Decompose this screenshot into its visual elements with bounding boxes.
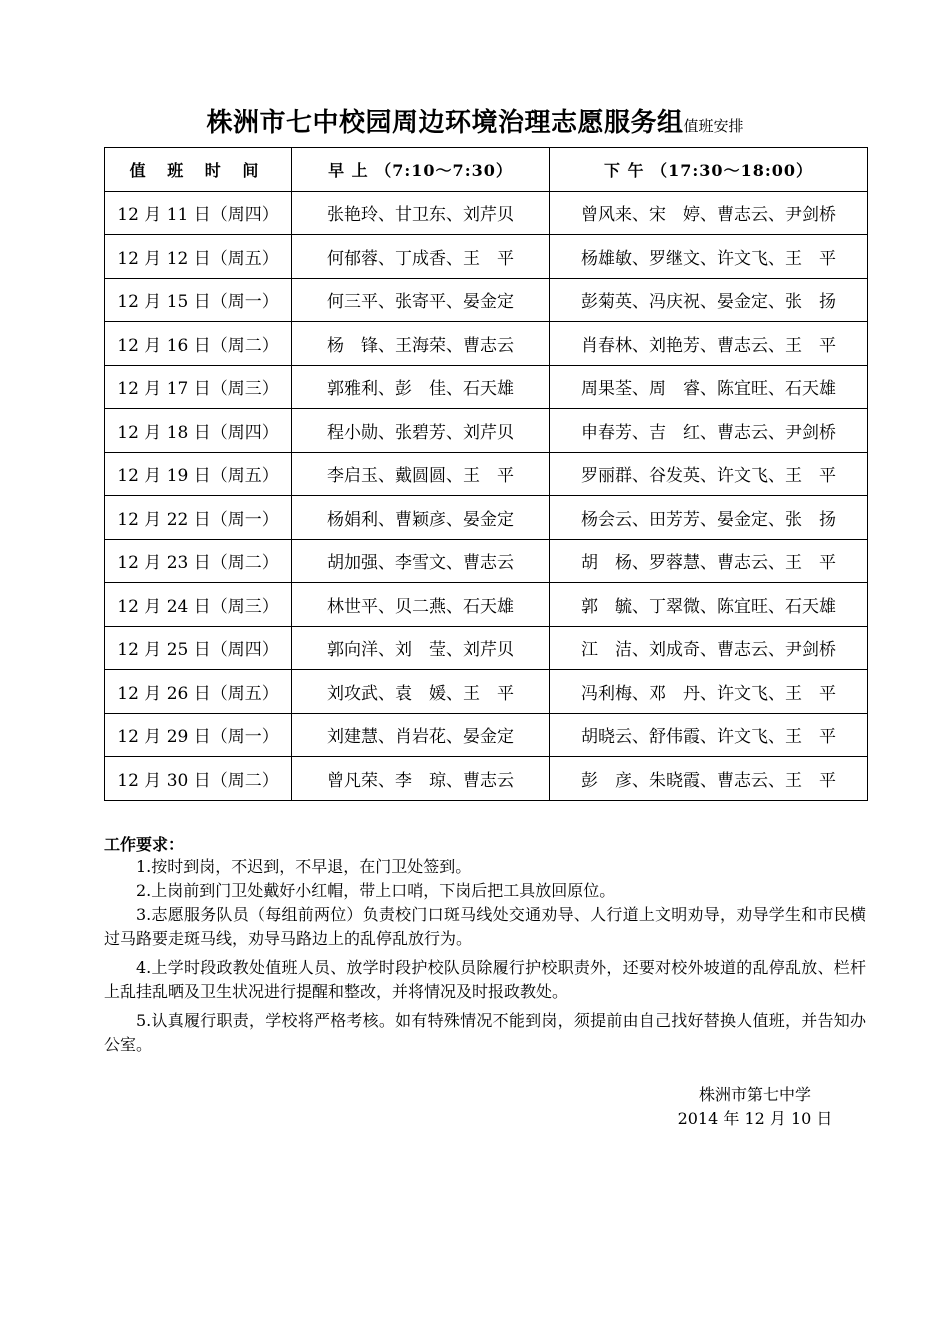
cell-date: 12 月 26 日（周五）: [105, 670, 292, 714]
header-morning: 早 上 （7:10～7:30）: [292, 148, 550, 192]
cell-date: 12 月 29 日（周一）: [105, 713, 292, 757]
cell-afternoon: 曾风来、宋 婷、曹志云、尹剑桥: [550, 191, 868, 235]
cell-date: 12 月 15 日（周一）: [105, 278, 292, 322]
cell-afternoon: 杨雄敏、罗继文、许文飞、王 平: [550, 235, 868, 279]
signature-date: 2014 年 12 月 10 日: [677, 1109, 833, 1128]
cell-morning: 杨娟利、曹颖彦、晏金定: [292, 496, 550, 540]
table-header-row: [105, 148, 868, 192]
table-row: [105, 626, 868, 670]
cell-date: 12 月 12 日（周五）: [105, 235, 292, 279]
cell-morning: 刘建慧、肖岩花、晏金定: [292, 713, 550, 757]
cell-afternoon: 彭菊英、冯庆祝、晏金定、张 扬: [550, 278, 868, 322]
cell-afternoon: 杨会云、田芳芳、晏金定、张 扬: [550, 496, 868, 540]
title-sub: 值班安排: [683, 117, 744, 135]
cell-afternoon: 肖春林、刘艳芳、曹志云、王 平: [550, 322, 868, 366]
table-row: [105, 235, 868, 279]
cell-morning: 林世平、贝二燕、石天雄: [292, 583, 550, 627]
table-row: [105, 452, 868, 496]
cell-date: 12 月 25 日（周四）: [105, 626, 292, 670]
table-row: [105, 670, 868, 714]
cell-morning: 张艳玲、甘卫东、刘芹贝: [292, 191, 550, 235]
cell-afternoon: 江 洁、刘成奇、曹志云、尹剑桥: [550, 626, 868, 670]
table-row: [105, 713, 868, 757]
cell-morning: 何三平、张寄平、晏金定: [292, 278, 550, 322]
cell-afternoon: 罗丽群、谷发英、许文飞、王 平: [550, 452, 868, 496]
page-title: [0, 102, 950, 139]
cell-date: 12 月 30 日（周二）: [105, 757, 292, 801]
cell-morning: 胡加强、李雪文、曹志云: [292, 539, 550, 583]
requirement-item-4: 4.上学时段政教处值班人员、放学时段护校队员除履行护校职责外，还要对校外坡道的乱停乱放、栏杆上乱挂乱晒及卫生状况进行提醒和整改，并将情况及时报政教处。: [104, 958, 866, 1001]
header-afternoon: 下 午 （17:30～18:00）: [550, 148, 868, 192]
header-date: 值 班 时 间: [105, 148, 292, 192]
cell-morning: 郭向洋、刘 莹、刘芹贝: [292, 626, 550, 670]
table-row: [105, 191, 868, 235]
table-row: [105, 757, 868, 801]
cell-morning: 刘攻武、袁 媛、王 平: [292, 670, 550, 714]
requirements-title: 工作要求：: [104, 835, 185, 854]
cell-date: 12 月 17 日（周三）: [105, 365, 292, 409]
table-row: [105, 365, 868, 409]
cell-date: 12 月 16 日（周二）: [105, 322, 292, 366]
cell-afternoon: 冯利梅、邓 丹、许文飞、王 平: [550, 670, 868, 714]
table-row: [105, 583, 868, 627]
signature-org: 株洲市第七中学: [698, 1085, 811, 1104]
cell-afternoon: 申春芳、吉 红、曹志云、尹剑桥: [550, 409, 868, 453]
cell-morning: 李启玉、戴圆圆、王 平: [292, 452, 550, 496]
table-row: [105, 322, 868, 366]
cell-morning: 杨 锋、王海荣、曹志云: [292, 322, 550, 366]
cell-date: 12 月 11 日（周四）: [105, 191, 292, 235]
table-row: [105, 496, 868, 540]
duty-table: [104, 147, 868, 801]
cell-date: 12 月 24 日（周三）: [105, 583, 292, 627]
table-row: [105, 409, 868, 453]
cell-date: 12 月 23 日（周二）: [105, 539, 292, 583]
cell-date: 12 月 18 日（周四）: [105, 409, 292, 453]
cell-afternoon: 胡晓云、舒伟霞、许文飞、王 平: [550, 713, 868, 757]
cell-morning: 何郁蓉、丁成香、王 平: [292, 235, 550, 279]
requirement-item-1: 1.按时到岗，不迟到，不早退，在门卫处签到。: [136, 857, 472, 876]
cell-morning: 曾凡荣、李 琼、曹志云: [292, 757, 550, 801]
cell-afternoon: 周果荃、周 睿、陈宜旺、石天雄: [550, 365, 868, 409]
cell-date: 12 月 22 日（周一）: [105, 496, 292, 540]
requirement-item-5: 5.认真履行职责，学校将严格考核。如有特殊情况不能到岗，须提前由自己找好替换人值班，并告知办公室。: [104, 1011, 866, 1054]
cell-afternoon: 胡 杨、罗蓉慧、曹志云、王 平: [550, 539, 868, 583]
requirement-item-2: 2.上岗前到门卫处戴好小红帽，带上口哨，下岗后把工具放回原位。: [136, 881, 616, 900]
table-row: [105, 539, 868, 583]
cell-afternoon: 郭 毓、丁翠微、陈宜旺、石天雄: [550, 583, 868, 627]
title-main: 株洲市七中校园周边环境治理志愿服务组: [206, 108, 684, 138]
table-row: [105, 278, 868, 322]
cell-morning: 郭雅利、彭 佳、石天雄: [292, 365, 550, 409]
cell-morning: 程小勋、张碧芳、刘芹贝: [292, 409, 550, 453]
cell-date: 12 月 19 日（周五）: [105, 452, 292, 496]
requirement-item-3: 3.志愿服务队员（每组前两位）负责校门口斑马线处交通劝导、人行道上文明劝导，劝导学生和市民横过马路要走斑马线，劝导马路边上的乱停乱放行为。: [104, 905, 866, 948]
cell-afternoon: 彭 彦、朱晓霞、曹志云、王 平: [550, 757, 868, 801]
